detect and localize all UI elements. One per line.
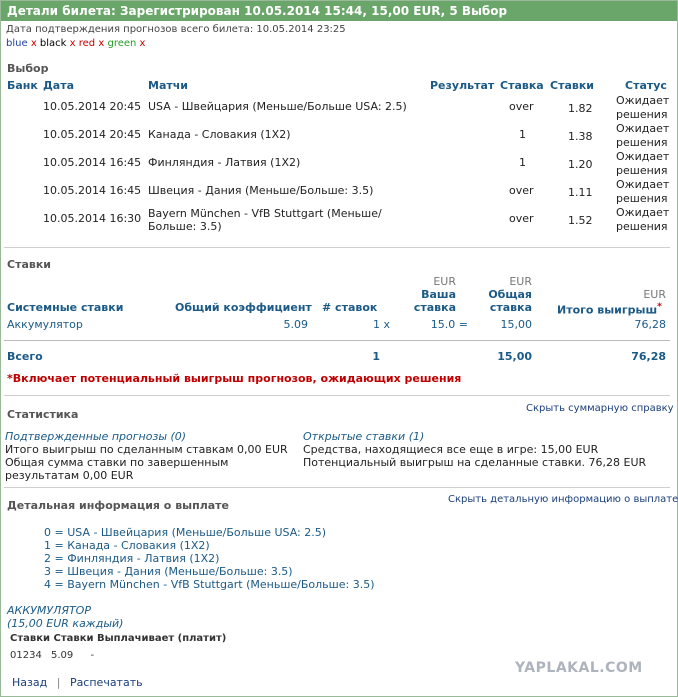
- col-stake: Ставка: [500, 79, 544, 92]
- col-odds: Ставки: [550, 79, 595, 92]
- row-status: Ожидает: [616, 122, 670, 135]
- print-link[interactable]: Распечатать: [69, 676, 143, 689]
- stat-potential-win: Потенциальный выигрыш на сделанные ставки. 76,28 EUR: [303, 456, 647, 469]
- selection-heading: Выбор: [7, 62, 49, 75]
- color-sep: x: [69, 38, 76, 49]
- stat-winnings: Итого выигрыш по сделанным ставкам 0,00 EUR: [5, 443, 288, 456]
- divider: [4, 340, 670, 341]
- payout-item: 1 = Канада - Словакия (1X2): [44, 539, 210, 552]
- window-title: Детали билета: Зарегистрирован 10.05.2014 15:44, 15,00 EUR, 5 Выбор: [1, 1, 677, 21]
- payout-cell-a: 01234: [10, 650, 42, 661]
- divider: [4, 247, 670, 248]
- cur-total: EUR: [509, 275, 532, 288]
- col-result: Результат: [430, 79, 495, 92]
- cur-your: EUR: [433, 275, 456, 288]
- payout-item: 2 = Финляндия - Латвия (1X2): [44, 552, 220, 565]
- row-stake: over: [509, 100, 534, 113]
- color-sep: x: [30, 38, 37, 49]
- col-bank: Банк: [7, 79, 38, 92]
- payout-cell-c: -: [90, 650, 95, 661]
- color-sep: x: [139, 38, 146, 49]
- col-win-label: Итого выигрыш: [557, 303, 658, 317]
- row-match: Швеция - Дания (Меньше/Больше: 3.5): [148, 184, 374, 197]
- row-status: решения: [616, 192, 668, 205]
- hide-summary-link[interactable]: Скрыть суммарную справку: [526, 403, 674, 414]
- stat-in-play: Средства, находящиеся все еще в игре: 15,00 EUR: [303, 443, 599, 456]
- bets-heading: Ставки: [7, 258, 52, 271]
- row-status: решения: [616, 220, 668, 233]
- color-green: green: [107, 38, 137, 49]
- row-match: Канада - Словакия (1X2): [148, 128, 291, 141]
- divider: [4, 487, 670, 488]
- payout-item: 4 = Bayern München - VfB Stuttgart (Меньше/Больше: 3.5): [44, 578, 375, 591]
- divider: [4, 395, 670, 396]
- col-total-1: Общая: [488, 288, 532, 301]
- col-date: Дата: [43, 79, 75, 92]
- col-count: # ставок: [322, 301, 378, 314]
- stats-heading: Статистика: [7, 408, 79, 421]
- row-odds: 1.52: [568, 214, 593, 227]
- back-link[interactable]: Назад: [12, 676, 48, 689]
- col-system: Системные ставки: [7, 301, 124, 314]
- payout-item: 3 = Швеция - Дания (Меньше/Больше: 3.5): [44, 565, 293, 578]
- bet-name: Аккумулятор: [7, 318, 83, 331]
- row-date: 10.05.2014 16:45: [43, 156, 142, 169]
- total-stake: 15,00: [497, 350, 532, 363]
- row-status: Ожидает: [616, 150, 670, 163]
- row-status: решения: [616, 136, 668, 149]
- payout-table-header: Ставки Ставки Выплачивает (платит): [10, 633, 227, 644]
- row-stake: over: [509, 212, 534, 225]
- row-date: 10.05.2014 16:30: [43, 212, 142, 225]
- row-odds: 1.38: [568, 130, 593, 143]
- row-odds: 1.82: [568, 102, 593, 115]
- row-status: решения: [616, 108, 668, 121]
- cur-win: EUR: [643, 288, 666, 301]
- confirmed-forecasts: Подтвержденные прогнозы (0): [5, 430, 187, 443]
- row-status: Ожидает: [616, 206, 670, 219]
- row-date: 10.05.2014 20:45: [43, 100, 142, 113]
- row-match: Bayern München - VfB Stuttgart (Меньше/: [148, 207, 382, 220]
- col-coef: Общий коэффициент: [175, 301, 312, 314]
- stat-completed-stake: Общая сумма ставки по завершенным: [5, 456, 229, 469]
- row-match: USA - Швейцария (Меньше/Больше USA: 2.5): [148, 100, 407, 113]
- nav-separator: |: [56, 676, 61, 689]
- win-asterisk: *: [657, 301, 662, 312]
- bet-coef: 5.09: [283, 318, 308, 331]
- col-status: Статус: [625, 79, 667, 92]
- row-status: Ожидает: [616, 94, 670, 107]
- confirm-date: Дата подтверждения прогнозов всего билета: 10.05.2014 23:25: [6, 24, 346, 35]
- color-black: black: [39, 38, 67, 49]
- payout-cell-b: 5.09: [51, 650, 74, 661]
- payout-item: 0 = USA - Швейцария (Меньше/Больше USA: 2.5): [44, 526, 327, 539]
- color-red: red: [78, 38, 96, 49]
- bottom-nav: [12, 676, 143, 689]
- row-date: 10.05.2014 20:45: [43, 128, 142, 141]
- col-your-1: Ваша: [421, 288, 456, 301]
- row-match: Финляндия - Латвия (1X2): [148, 156, 301, 169]
- row-status: решения: [616, 164, 668, 177]
- color-sep: x: [98, 38, 105, 49]
- row-odds: 1.11: [568, 186, 593, 199]
- row-stake: 1: [519, 156, 526, 169]
- accumulator-title: АККУМУЛЯТОР: [7, 604, 91, 617]
- row-date: 10.05.2014 16:45: [43, 184, 142, 197]
- colors-legend: [6, 38, 145, 49]
- bet-count: 1 x: [372, 318, 390, 331]
- total-count: 1: [372, 350, 380, 363]
- total-win: 76,28: [631, 350, 666, 363]
- total-label: Всего: [7, 350, 43, 363]
- col-total-2: ставка: [489, 301, 532, 314]
- open-bets: Открытые ставки (1): [303, 430, 425, 443]
- col-your-2: ставка: [413, 301, 456, 314]
- color-blue: blue: [6, 38, 28, 49]
- row-status: Ожидает: [616, 178, 670, 191]
- bet-total: 15,00: [500, 318, 532, 331]
- col-win: [557, 301, 662, 317]
- row-stake: over: [509, 184, 534, 197]
- potential-win-note: *Включает потенциальный выигрыш прогнозов, ожидающих решения: [7, 372, 462, 385]
- row-stake: 1: [519, 128, 526, 141]
- stat-completed-stake-cont: результатам 0,00 EUR: [5, 469, 134, 482]
- hide-payout-link[interactable]: Скрыть детальную информацию о выплате: [448, 494, 678, 505]
- bet-win: 76,28: [634, 318, 666, 331]
- bet-your: 15.0 =: [430, 318, 468, 331]
- col-matches: Матчи: [148, 79, 189, 92]
- row-odds: 1.20: [568, 158, 593, 171]
- watermark: YAPLAKAL.COM: [515, 660, 643, 676]
- payout-heading: Детальная информация о выплате: [7, 499, 230, 512]
- row-match-cont: Больше: 3.5): [148, 220, 222, 233]
- payout-table-row: [10, 650, 94, 661]
- accumulator-subtitle: (15,00 EUR каждый): [7, 617, 124, 630]
